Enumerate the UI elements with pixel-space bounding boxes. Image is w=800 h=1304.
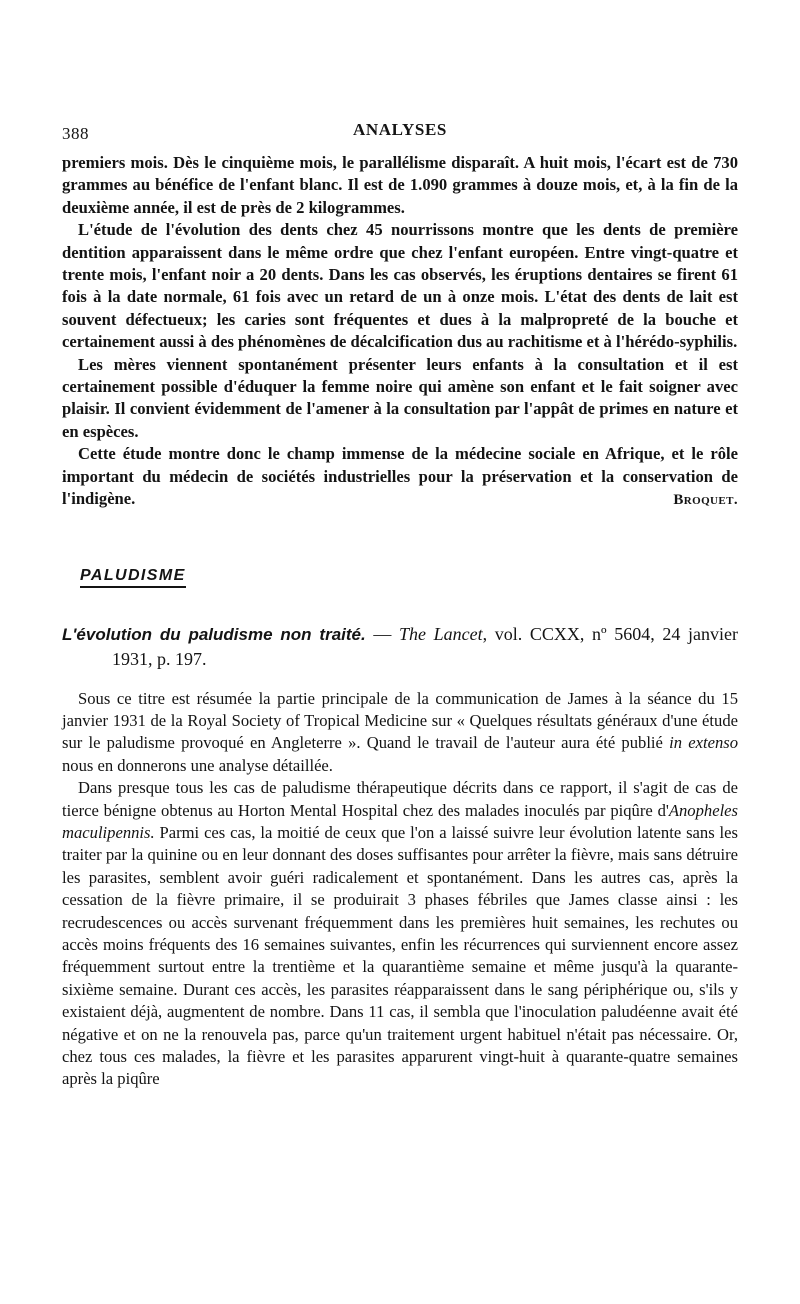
conclusion-text: Cette étude montre donc le champ immense de la médecine sociale en Afrique, et le rôle important du médecin de sociétés industrielles pour la préservation et la conservation de l'indigène. (62, 444, 738, 509)
title-dash: — (365, 623, 399, 644)
species-name: Anopheles maculipennis. (62, 800, 738, 842)
summary-emphasis: in extenso (669, 733, 738, 753)
journal-name: The Lancet (399, 623, 483, 644)
page (62, 118, 738, 1091)
paragraph-continued: premiers mois. Dès le cinquième mois, le parallélisme disparaît. A huit mois, l'écart est de 730 grammes au bénéfice de l'enfant blanc. Il est de 1.090 grammes à douze mois, et, à la fin de la deuxième année, il est de près de 2 kilogrammes. (62, 153, 738, 217)
summary-text-b: nous en donnerons une analyse détaillée. (62, 755, 333, 775)
author-signature: Broquet. (673, 492, 738, 509)
article-title (62, 622, 738, 671)
page-number: 388 (62, 124, 89, 143)
paragraph-consultation: Les mères viennent spontanément présenter leurs enfants à la consultation et il est certainement possible d'éduquer la femme noire qui amène son enfant et le fait soigner avec plaisir. Il convient évidemment de l'amener à la consultation par l'appât de primes en nature et en espèces. (62, 354, 738, 441)
running-title: ANALYSES (353, 120, 447, 139)
paragraph-cases (62, 777, 738, 1091)
paragraph-summary (62, 688, 738, 778)
running-head (62, 118, 738, 152)
article-body (62, 688, 738, 1091)
cases-text-a: Dans presque tous les cas de paludisme thérapeutique décrits dans ce rapport, il s'agit de cas de tierce bénigne obtenus au Horton Mental Hospital chez des malades inoculés par piqûre d' (62, 778, 738, 820)
previous-article (62, 152, 738, 512)
summary-text-a: Sous ce titre est résumée la partie principale de la communication de James à la séance du 15 janvier 1931 de la Royal Society of Tropical Medicine sur « Quelques résultats généraux d'une étude sur le paludisme provoqué en Angleterre ». Quand le travail de l'auteur aura été publié (62, 688, 738, 753)
cases-text-b: Parmi ces cas, la moitié de ceux que l'on a laissé suivre leur évolution latente sans les traiter par la quinine ou en leur donnant des doses suffisantes pour arrêter la fièvre, mais sans détruire les parasites, semblent avoir guéri radicalement et spontanément. Dans les autres cas, après la cessation de la fièvre primaire, il se produirait 3 phases fébriles que James classe ainsi : les recrudescences ou accès survenant fréquemment dans les premières huit semaines, les rechutes ou accès moins fréquents des 16 semaines suivantes, enfin les récurrences qui surviennent encore assez fréquemment surtout entre la trentième et la quarantième semaine et même jusqu'à la quarante-sixième semaine. Durant ces accès, les parasites réapparaissent dans le sang périphérique ou, s'ils y existaient déjà, augmentent de nombre. Dans 11 cas, il sembla que l'inoculation paludéenne avait été négative et on ne la renouvela pas, parce qu'un traitement urgent habituel n'était pas nécessaire. Or, chez tous ces malades, la fièvre et les parasites apparurent vingt-huit à quarante-quatre semaines après la piqûre (62, 822, 738, 1089)
paragraph-dentition: L'étude de l'évolution des dents chez 45 nourrissons montre que les dents de première dentition apparaissent dans le même ordre que chez l'enfant européen. Entre vingt-quatre et trente mois, l'enfant noir a 20 dents. Dans les cas observés, les éruptions dentaires se firent 61 fois à la date normale, 61 fois avec un retard de un à onze mois. L'état des dents de lait est souvent défectueux; les caries sont fréquentes et dues à la malpropreté de la bouche et certainement aussi à des phénomènes de décalcification dus au rachitisme et à l'hérédo-syphilis. (62, 220, 738, 352)
citation-details: , vol. CCXX, nº 5604, 24 janvier 1931, p. 197. (112, 623, 738, 669)
paragraph-conclusion (62, 443, 738, 511)
section-heading: PALUDISME (80, 567, 186, 588)
article-title-text: L'évolution du paludisme non traité. (62, 624, 366, 644)
